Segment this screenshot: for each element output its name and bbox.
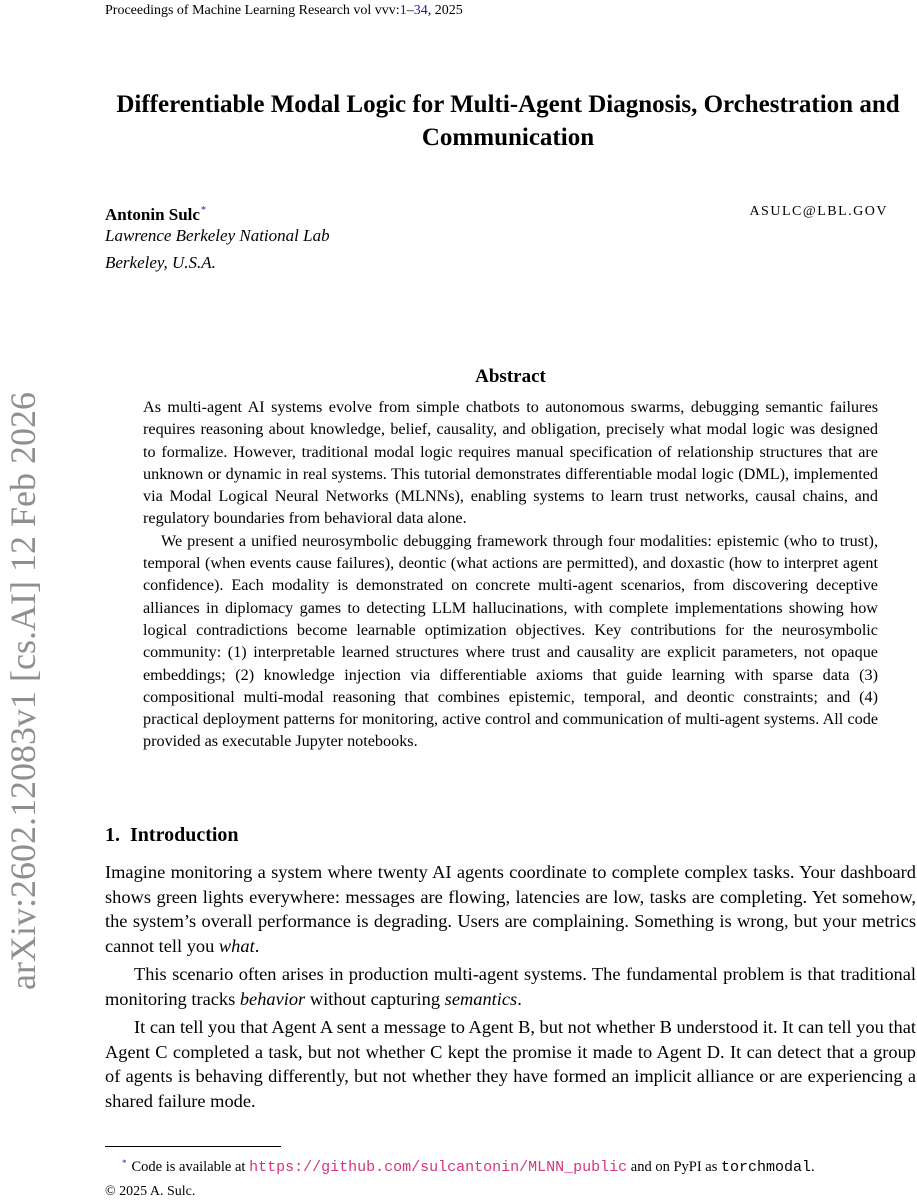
footnote-text: . [811, 1159, 815, 1175]
author-name-line [105, 200, 206, 226]
arxiv-sidebar [0, 336, 46, 1046]
footnote-divider [105, 1146, 281, 1147]
arxiv-identifier: arXiv:2602.12083v1 [cs.AI] 12 Feb 2026 [3, 392, 43, 990]
footnote-marker: * [122, 1158, 127, 1168]
paragraph-text: . [254, 935, 260, 956]
paper-title: Differentiable Modal Logic for Multi-Agent Diagnosis, Orchestration and Communication [116, 91, 900, 151]
running-head-prefix: Proceedings of Machine Learning Research vol vvv: [105, 3, 400, 18]
paragraph-text: without capturing [305, 988, 445, 1009]
introduction-body [105, 860, 916, 1113]
footnote [122, 1154, 815, 1177]
page-end-link[interactable]: 34 [413, 3, 428, 18]
section-heading [105, 822, 239, 848]
author-email: ASULC@LBL.GOV [749, 204, 888, 219]
abstract-paragraph: As multi-agent AI systems evolve from simple chatbots to autonomous swarms, debugging semantic failures requires reasoning about knowledge, belief, causality, and obligation, precisely what modal logic was designed to formalize. However, traditional modal logic requires manual specification of relationship structures that are unknown or dynamic in real systems. This tutorial demonstrates differentiable modal logic (DML), implemented via Modal Logical Neural Networks (MLNNs), enabling systems to learn trust networks, causal chains, and regulatory boundaries from behavioral data alone. [143, 398, 878, 528]
package-name: torchmodal [721, 1159, 812, 1176]
abstract-heading: Abstract [475, 366, 546, 387]
emphasis-text: semantics [444, 988, 518, 1009]
copyright-notice: © 2025 A. Sulc. [105, 1184, 196, 1199]
section-number: 1. [105, 824, 120, 846]
author-footnote-marker[interactable]: * [200, 205, 206, 216]
body-paragraph [105, 860, 916, 958]
paragraph-text: This scenario often arises in production multi-agent systems. The fundamental problem is that traditional monitoring tracks [105, 964, 916, 1009]
author-name: Antonin Sulc [105, 205, 200, 224]
paragraph-text: Imagine monitoring a system where twenty AI agents coordinate to complete complex tasks. Your dashboard shows green lights everywhere: messages are flowing, latencies are low, tasks are completing. Yet somehow, the system’s overall performance is degrading. Users are complaining. Something is wrong, but your metrics cannot tell you [105, 862, 916, 956]
emphasis-text: what [218, 935, 255, 956]
affiliation-location: Berkeley, U.S.A. [105, 253, 216, 272]
abstract-body [143, 396, 878, 753]
running-head-suffix: , 2025 [427, 3, 463, 18]
code-repository-link[interactable]: https://github.com/sulcantonin/MLNN_public [249, 1159, 628, 1176]
body-paragraph: It can tell you that Agent A sent a message to Agent B, but not whether B understood it. It can tell you that Agent C completed a task, but not whether C kept the promise it made to Agent D. It can detect that a group of agents is behaving differently, but not whether they have formed an implicit alliance or are experiencing a shared failure mode. [105, 1017, 916, 1111]
page-range-dash: – [406, 3, 414, 18]
running-head [105, 2, 463, 20]
abstract-paragraph: We present a unified neurosymbolic debugging framework through four modalities: epistemic (who to trust), temporal (when events cause failures), deontic (what actions are permitted), and doxastic (how to interpret agent confidence). Each modality is demonstrated on concrete multi-agent scenarios, from discovering deceptive alliances in diplomacy games to detecting LLM hallucinations, with complete implementations showing how logical contradictions become learnable optimization objectives. Key contributions for the neurosymbolic community: (1) interpretable learned structures where trust and causality are explicit parameters, not opaque embeddings; (2) knowledge injection via differentiable axioms that guide learning with sparse data (3) compositional multi-modal reasoning that combines epistemic, temporal, and deontic constraints; and (4) practical deployment patterns for monitoring, active control and communication of multi-agent systems. All code provided as executable Jupyter notebooks. [143, 531, 878, 751]
paragraph-text: . [517, 988, 522, 1009]
affiliation-institution: Lawrence Berkeley National Lab [105, 226, 330, 245]
body-paragraph [105, 962, 916, 1011]
emphasis-text: behavior [239, 988, 306, 1009]
page-start-link[interactable]: 1 [399, 3, 407, 18]
footnote-text: and on PyPI as [627, 1159, 721, 1175]
footnote-text: Code is available at [131, 1159, 250, 1175]
section-title: Introduction [130, 824, 239, 846]
